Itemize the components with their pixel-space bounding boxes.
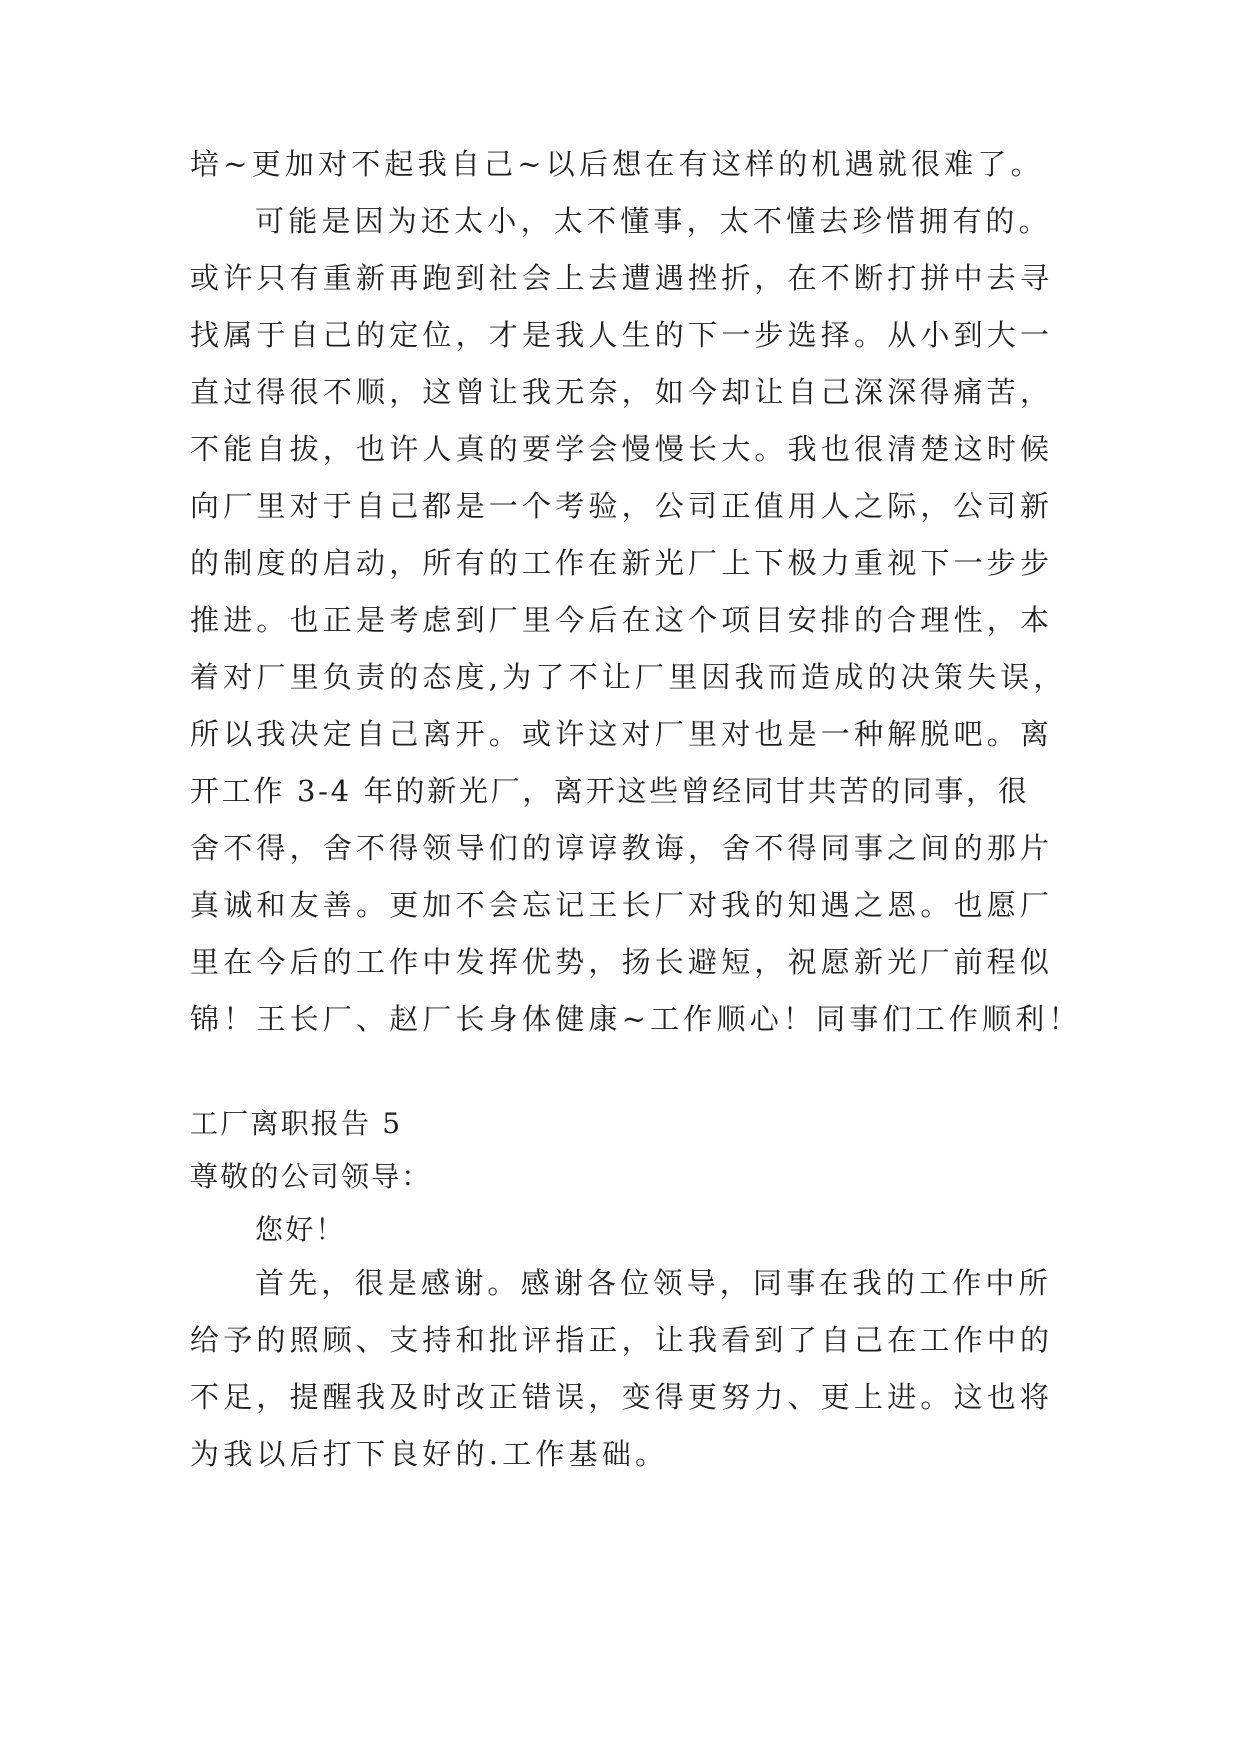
text-line: 里在今后的工作中发挥优势，扬长避短，祝愿新光厂前程似 — [190, 945, 1054, 979]
text-line: 的制度的启动，所有的工作在新光厂上下极力重视下一步步 — [190, 546, 1054, 580]
text-line: 找属于自己的定位，才是我人生的下一步选择。从小到大一 — [190, 318, 1054, 352]
text-line: 不足，提醒我及时改正错误，变得更努力、更上进。这也将 — [190, 1380, 1054, 1414]
text-line: 锦！王长厂、赵厂长身体健康~工作顺心！同事们工作顺利！ — [190, 1002, 1082, 1036]
greeting: 您好！ — [255, 1213, 346, 1246]
text-line: 给予的照顾、支持和批评指正，让我看到了自己在工作中的 — [190, 1323, 1054, 1357]
text-line: 推进。也正是考虑到厂里今后在这个项目安排的合理性，本 — [190, 603, 1054, 637]
text-line: 为我以后打下良好的.工作基础。 — [190, 1437, 669, 1471]
text-line: 开工作 3-4 年的新光厂，离开这些曾经同甘共苦的同事，很 — [190, 774, 1030, 808]
text-line: 着对厂里负责的态度,为了不让厂里因我而造成的决策失误， — [190, 660, 1067, 694]
text-line: 舍不得，舍不得领导们的谆谆教诲，舍不得同事之间的那片 — [190, 831, 1054, 865]
text-line: 不能自拔，也许人真的要学会慢慢长大。我也很清楚这时候 — [190, 432, 1054, 466]
text-line: 所以我决定自己离开。或许这对厂里对也是一种解脱吧。离 — [190, 717, 1054, 751]
text-line: 可能是因为还太小，太不懂事，太不懂去珍惜拥有的。 — [255, 204, 1052, 238]
text-line: 首先，很是感谢。感谢各位领导，同事在我的工作中所 — [255, 1266, 1052, 1300]
text-line: 真诚和友善。更加不会忘记王长厂对我的知遇之恩。也愿厂 — [190, 888, 1054, 922]
salutation: 尊敬的公司领导： — [190, 1160, 432, 1193]
text-line: 或许只有重新再跑到社会上去遭遇挫折，在不断打拼中去寻 — [190, 261, 1054, 295]
section-title: 工厂离职报告 5 — [190, 1107, 403, 1140]
text-line: 直过得很不顺，这曾让我无奈，如今却让自己深深得痛苦， — [190, 375, 1054, 409]
text-line: 培~更加对不起我自己~以后想在有这样的机遇就很难了。 — [190, 147, 1044, 181]
text-line: 向厂里对于自己都是一个考验，公司正值用人之际，公司新 — [190, 489, 1054, 523]
